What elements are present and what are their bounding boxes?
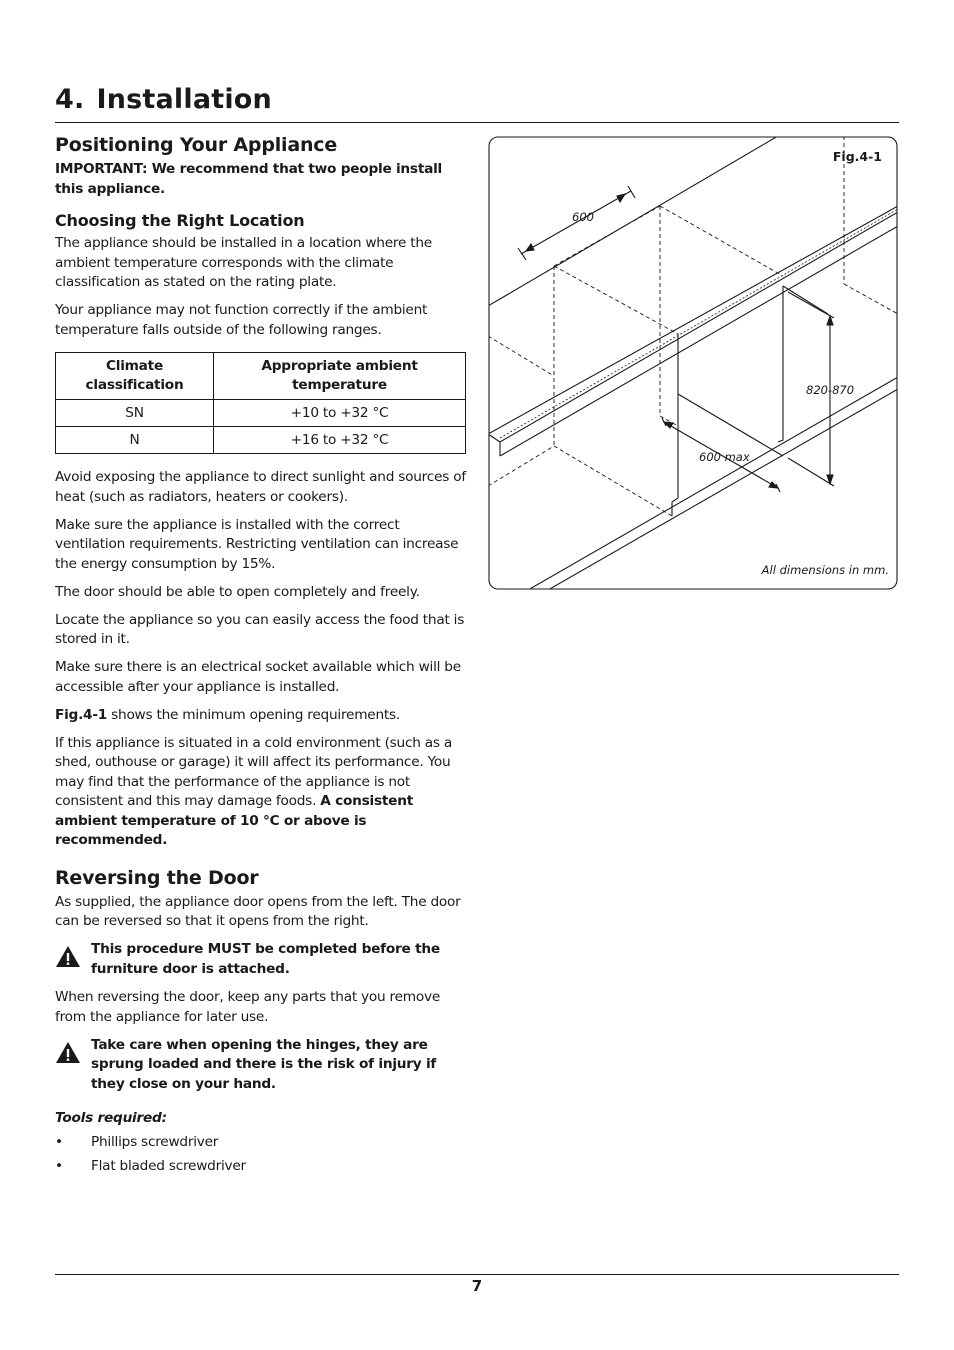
ventilation-para: Make sure the appliance is installed with the correct ventilation requirements. Restricting ventilation can increase the energy consumption by 15%. xyxy=(55,516,459,572)
sunlight-para: Avoid exposing the appliance to direct sunlight and sources of heat (such as radiators, heaters or cookers). xyxy=(55,469,466,505)
climate-class-cell: N xyxy=(56,427,214,454)
bullet: • xyxy=(55,1157,63,1174)
cold-environment-text: If this appliance is situated in a cold environment (such as a shed, outhouse or garage) it will affect its performance. You may find that the performance of the appliance is not consistent and this may damage foods. xyxy=(55,734,453,809)
height-dimension-label: 820-870 xyxy=(806,383,855,397)
list-item xyxy=(55,1133,467,1153)
location-para-1: The appliance should be installed in a location where the ambient temperature corresponds with the climate classification as stated on the rating plate. xyxy=(55,235,432,290)
figure-frame xyxy=(489,137,897,589)
keep-parts-para: When reversing the door, keep any parts that you remove from the appliance for later use. xyxy=(55,989,441,1025)
important-note xyxy=(55,160,467,199)
temperature-range-cell: +10 to +32 °C xyxy=(214,400,466,427)
dimensions-note: All dimensions in mm. xyxy=(761,563,889,577)
worktop-back-edge xyxy=(488,136,778,306)
footer-divider xyxy=(55,1274,899,1275)
warning-icon xyxy=(55,1036,91,1068)
plinth-line xyxy=(528,377,898,590)
page-number: 7 xyxy=(471,1277,483,1295)
depth-dimension-label: 600 xyxy=(572,210,594,224)
cold-environment-para xyxy=(55,734,467,851)
figure-reference-text: shows the minimum opening requirements. xyxy=(107,706,400,723)
door-para: The door should be able to open completely and freely. xyxy=(55,583,420,600)
table-row xyxy=(56,400,466,427)
warning-text: This procedure MUST be completed before the furniture door is attached. xyxy=(91,941,440,977)
positioning-heading: Positioning Your Appliance xyxy=(55,134,338,156)
reversing-intro: As supplied, the appliance door opens from the left. The door can be reversed so that it opens from the right. xyxy=(55,893,461,929)
worktop-front-edge xyxy=(488,206,898,442)
installation-diagram xyxy=(488,136,898,590)
figure-reference-label: Fig.4-1 xyxy=(55,706,108,723)
table-row xyxy=(56,427,466,454)
warning-text: Take care when opening the hinges, they are sprung loaded and there is the risk of injury if they close on your hand. xyxy=(91,1036,437,1092)
warning-block xyxy=(55,1036,467,1095)
tools-heading: Tools required: xyxy=(55,1110,167,1126)
figure-reference-para xyxy=(55,706,467,726)
location-para-2: Your appliance may not function correctly if the ambient temperature falls outside of the following ranges. xyxy=(55,302,428,338)
location-heading: Choosing the Right Location xyxy=(55,211,305,230)
bullet: • xyxy=(55,1133,63,1150)
warning-icon xyxy=(55,940,91,972)
tool-name: Flat bladed screwdriver xyxy=(91,1157,246,1174)
figure-label: Fig.4-1 xyxy=(832,149,882,164)
temperature-col-header: Appropriate ambient temperature xyxy=(214,353,466,400)
temperature-range-cell: +16 to +32 °C xyxy=(214,427,466,454)
list-item xyxy=(55,1157,467,1177)
page-title xyxy=(55,84,272,115)
climate-class-cell: SN xyxy=(56,400,214,427)
worktop-underside xyxy=(500,226,898,456)
section-number: 4. xyxy=(55,84,85,115)
left-column xyxy=(55,134,467,1181)
title-divider xyxy=(55,122,899,123)
important-text: We recommend that two people install this appliance. xyxy=(55,161,442,197)
important-label: IMPORTANT: xyxy=(55,161,148,177)
cold-environment-recommendation: A consistent ambient temperature of 10 °C or above is recommended. xyxy=(55,793,414,848)
width-dimension-label: 600 max xyxy=(699,450,750,464)
climate-table-header xyxy=(56,353,466,400)
climate-table xyxy=(55,352,466,454)
tool-name: Phillips screwdriver xyxy=(91,1133,219,1150)
section-title: Installation xyxy=(96,84,272,115)
warning-block xyxy=(55,940,467,979)
tools-list xyxy=(55,1133,467,1177)
climate-col-header: Climate classification xyxy=(56,353,214,400)
access-para: Locate the appliance so you can easily access the food that is stored in it. xyxy=(55,611,465,647)
socket-para: Make sure there is an electrical socket available which will be accessible after your appliance is installed. xyxy=(55,659,461,695)
cutout-right-side xyxy=(778,286,783,442)
cutout-left-side xyxy=(672,334,678,516)
cutout-bottom xyxy=(678,394,783,456)
reversing-heading: Reversing the Door xyxy=(55,866,259,889)
